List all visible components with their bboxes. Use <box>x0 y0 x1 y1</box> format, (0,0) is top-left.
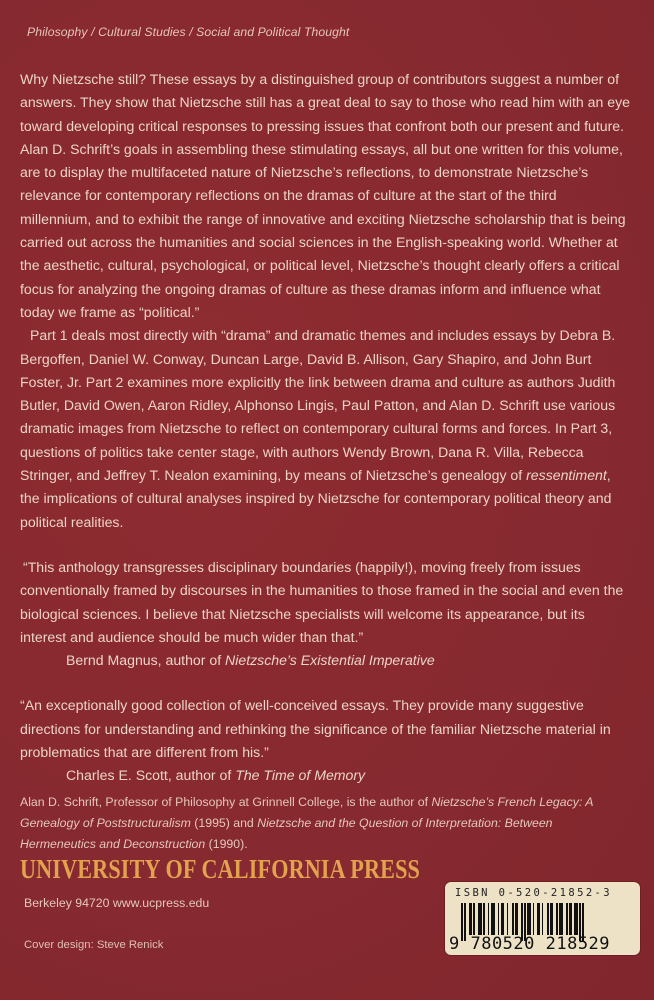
paragraph-2-text: Part 1 deals most directly with “drama” and dramatic themes and includes essays by Debra B. Bergoffen, Daniel W. Conway, Duncan Large, David B. Allison, Gary Shapiro, and John Burt Foster, Jr. Part 2 examines more explicitly the link between drama and culture as authors Judith Butler, David Owen, Aaron Ridley, Alphonso Lingis, Paul Patton, and Alan D. Schrift use various dramatic images from Nietzsche to reflect on contemporary cultural forms and forces. In Part 3, questions of politics take center stage, with authors Wendy Brown, Dana R. Villa, Rebecca Stringer, and Jeffrey T. Nealon examining, by means of Nietzsche’s genealogy of <box>20 327 616 484</box>
editor-bio <box>20 792 620 855</box>
attribution-text: Charles E. Scott, author of <box>66 767 236 784</box>
bio-text <box>20 792 620 855</box>
subject-categories: Philosophy / Cultural Studies / Social and Political Thought <box>27 25 350 39</box>
ressentiment-term: ressentiment <box>526 467 607 484</box>
blurb-quote-2: “An exceptionally good collection of well-conceived essays. They provide many suggestive directions for understanding and rethinking the significance of the familiar Nietzsche material in problematics that are different from his.” <box>20 697 611 761</box>
description-paragraph-2 <box>20 324 630 534</box>
bio-text-2: (1995) and <box>190 816 258 830</box>
bio-text-3: (1990). <box>205 837 248 851</box>
attribution-text: Bernd Magnus, author of <box>66 652 226 669</box>
isbn-barcode-label <box>445 882 640 955</box>
isbn-10: ISBN 0-520-21852-3 <box>455 887 612 899</box>
attribution-book-title: The Time of Memory <box>235 767 366 784</box>
spacer <box>20 534 630 556</box>
blurb-quote-1: “This anthology transgresses disciplinary boundaries (happily!), moving freely from issues conventionally framed by discourses in the humanities to those framed in the social and even the biological sciences. I believe that Nietzsche specialists will welcome its appearance, but its interest and audience should be much wider than that.” <box>20 558 624 645</box>
blurb-attribution-1 <box>20 649 630 672</box>
bio-book-title-2: Nietzsche and the Question of Interpretation: Between Hermeneutics and Deconstruction <box>20 816 553 851</box>
publisher-address: Berkeley 94720 www.ucpress.edu <box>24 896 210 910</box>
spacer <box>20 672 630 694</box>
publisher-wordmark: UNIVERSITY OF CALIFORNIA PRESS <box>20 854 421 884</box>
description-block <box>20 68 630 788</box>
bio-book-title-1: Nietzsche’s French Legacy: A Genealogy of Poststructuralism <box>20 795 593 830</box>
cover-design-credit: Cover design: Steve Renick <box>24 939 164 951</box>
isbn-13: 9 780520 218529 <box>449 934 611 954</box>
blurb-attribution-2 <box>20 764 630 787</box>
bio-text-1: Alan D. Schrift, Professor of Philosophy at Grinnell College, is the author of <box>20 795 432 809</box>
paragraph-2-text-end: , the implications of cultural analyses inspired by Nietzsche for contemporary political theory and political realities. <box>20 467 612 530</box>
description-paragraph-1: Why Nietzsche still? These essays by a distinguished group of contributors suggest a number of answers. They show that Nietzsche still has a great deal to say to those who read him with an eye toward developing critical responses to pressing issues that confront both our present and future. Alan D. Schrift’s goals in assembling these stimulating essays, all but one written for this volume, are to display the multifaceted nature of Nietzsche’s reflections, to demonstrate Nietzsche’s relevance for contemporary reflections on the dramas of culture at the start of the third millennium, and to exhibit the range of innovative and exciting Nietzsche scholarship that is being carried out across the humanities and social sciences in the English-speaking world. Whether at the aesthetic, cultural, psychological, or political level, Nietzsche’s thought clearly offers a critical focus for analyzing the ongoing dramas of culture as these dramas inform and influence what today we frame as “political.” <box>20 71 631 320</box>
attribution-book-title: Nietzsche’s Existential Imperative <box>225 652 435 669</box>
